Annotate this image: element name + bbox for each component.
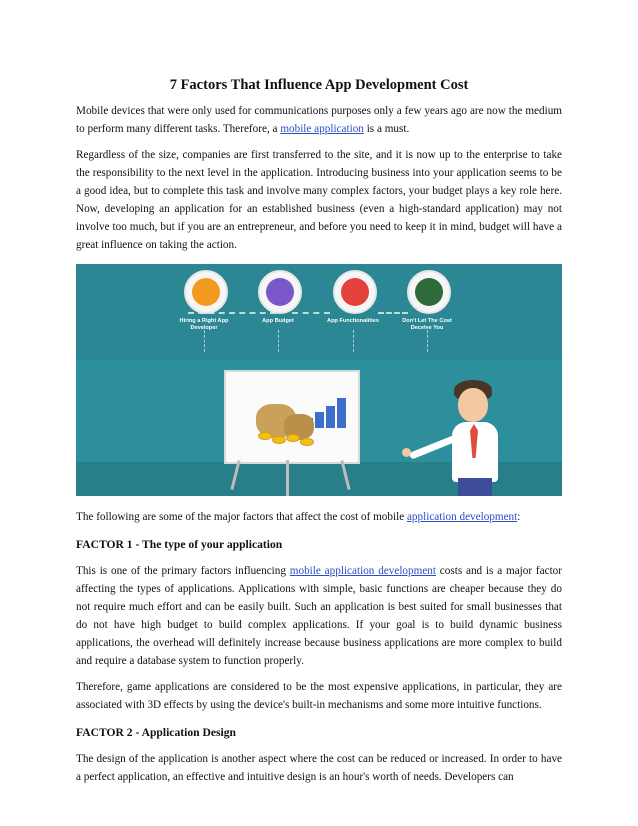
connector-line [427,330,428,352]
connector-dash [292,312,330,314]
board-leg [286,460,289,496]
icon-label: Don't Let The Cost Deceive You [402,318,452,331]
functionalities-icon [333,270,377,314]
icon-label: App Functionalities [327,318,379,324]
mobile-application-development-link[interactable]: mobile application development [289,565,436,577]
icon-label: App Budget [262,318,294,324]
connector-line [204,330,205,352]
factor-1-text: This is one of the primary factors influencing [76,565,290,577]
icon-label: Hiring a Right App Developer [179,318,229,331]
coin-icon [258,432,272,440]
intro-text-end: is a must. [363,123,410,135]
intro-paragraph [76,102,562,138]
factor-1-text-end: costs and is a major factor affecting the types of applications. Applications with simple, basic functions are cheaper because they do not require much effort and can be easily built. Such an application is best suited for small businesses that do not have high budget to build complex applications. If your goal is to build dynamic business applications, the overhead will definitely increase because business applications are more complex to build and require a database system to function properly. [76,565,562,667]
connector-line [353,330,354,352]
document-page [76,0,562,794]
connector-line [278,330,279,352]
intro-text: Mobile devices that were only used for communications purposes only a few years ago are now the medium to perform many different tasks. Therefore, a [76,105,562,135]
factor-1-heading: FACTOR 1 - The type of your application [76,538,283,551]
cost-factors-illustration [76,264,562,496]
presenter-hand [402,448,411,457]
presenter-legs [458,478,492,496]
following-text-end: : [517,511,521,523]
factor-1-paragraph-2: Therefore, game applications are considered to be the most expensive applications, in particular, they are associated with 3D effects by using the device's built-in mechanisms and some more intuitive functions. [76,681,562,711]
size-paragraph: Regardless of the size, companies are first transferred to the site, and it is now up to the enterprise to take the responsibility to the next level in the application. Introducing business into your application seems to be a good idea, but to complete this task and involve many complex factors, your budget plays a key role here. Now, developing an application for an established business (even a high-standard application) may not involve too much, but if you are an entrepreneur, and before you need to keep it in mind, budget will have a great influence on taking the action. [76,149,562,251]
connector-dash [378,312,408,314]
presenter-head [458,388,488,422]
mobile-application-link[interactable]: mobile application [280,123,364,135]
coin-icon [300,438,314,446]
factor-2-heading: FACTOR 2 - Application Design [76,726,236,739]
document-title: 7 Factors That Influence App Development Cost [169,77,469,93]
developer-icon [184,270,228,314]
factor-2-paragraph: The design of the application is another aspect where the cost can be reduced or increased. In order to have a perfect application, an effective and intuitive design is an hour's worth of needs. Developers can [76,753,562,783]
coin-icon [286,434,300,442]
following-paragraph [76,508,562,526]
factor-1-paragraph [76,562,562,670]
following-text: The following are some of the major factors that affect the cost of mobile [76,511,407,523]
coin-icon [272,436,286,444]
money-bag-icon [407,270,451,314]
budget-icon [258,270,302,314]
application-development-link[interactable]: application development [406,511,518,523]
